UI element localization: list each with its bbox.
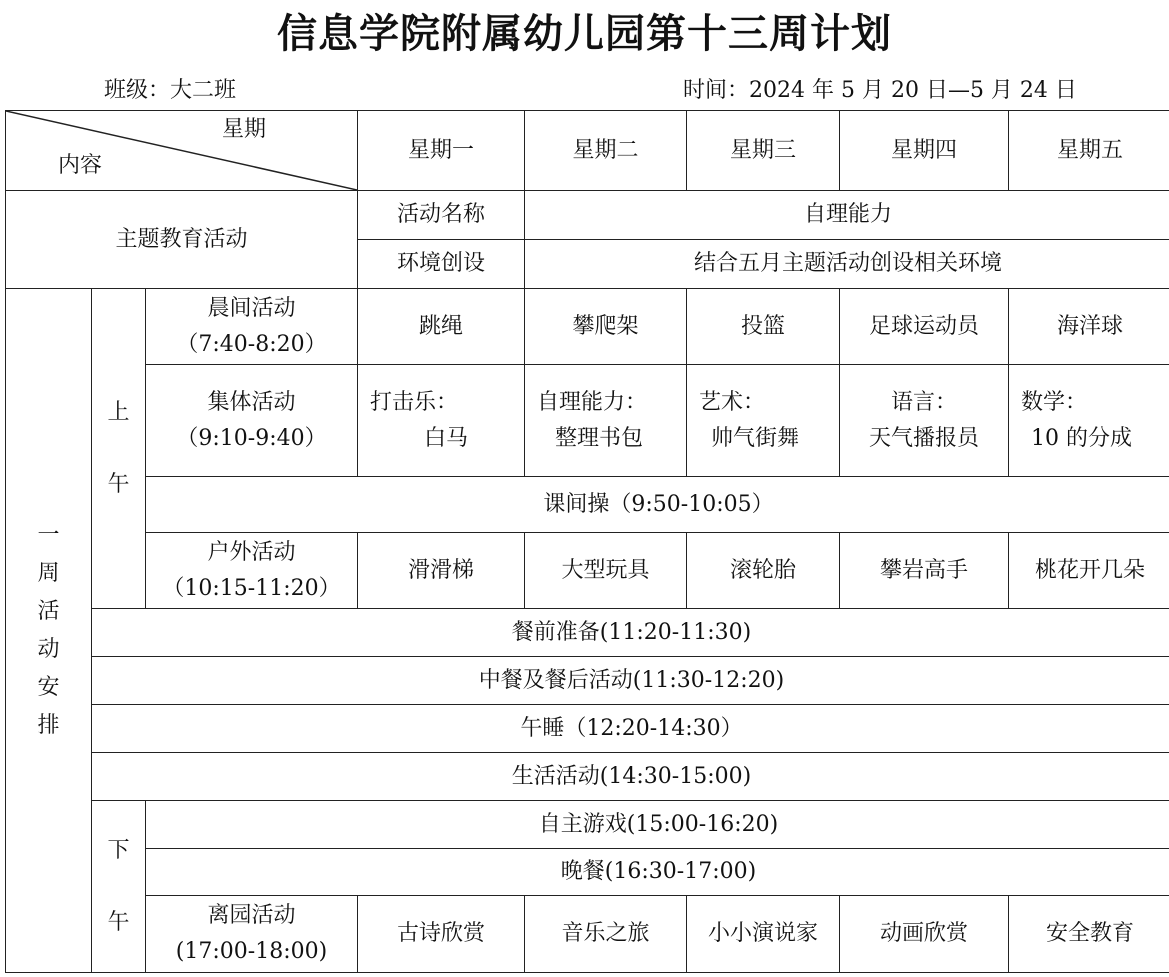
pre-meal-cell: 餐前准备(11:20-11:30)	[92, 609, 1169, 657]
morning-activity-item: 攀爬架	[525, 289, 687, 365]
dinner-cell: 晚餐(16:30-17:00)	[146, 849, 1169, 896]
group-activity-name: 集体活动 （9:10-9:40）	[146, 365, 358, 477]
weekly-arrangement-label: 一 周 活 动 安 排	[6, 289, 92, 973]
leaving-activity-item: 动画欣赏	[840, 896, 1009, 973]
lunch-cell: 中餐及餐后活动(11:30-12:20)	[92, 657, 1169, 705]
outdoor-activity-row	[6, 533, 1169, 609]
morning-activity-item: 海洋球	[1009, 289, 1169, 365]
dinner-row	[6, 849, 1169, 896]
outdoor-activity-item: 滚轮胎	[687, 533, 840, 609]
free-play-cell: 自主游戏(15:00-16:20)	[146, 801, 1169, 849]
nap-row	[6, 705, 1169, 753]
day-header: 星期一	[358, 111, 525, 191]
date-info: 时间：2024 年 5 月 20 日—5 月 24 日	[683, 78, 1077, 103]
outdoor-activity-item: 滑滑梯	[358, 533, 525, 609]
morning-activity-item: 跳绳	[358, 289, 525, 365]
morning-label: 上 午	[92, 289, 146, 609]
group-activity-item: 自理能力： 整理书包	[525, 365, 687, 477]
class-info: 班级：大二班	[104, 78, 237, 103]
leaving-activity-item: 安全教育	[1009, 896, 1169, 973]
content-header-label: 内容	[58, 153, 103, 178]
environment-value: 结合五月主题活动创设相关环境	[525, 240, 1169, 289]
group-activity-item: 打击乐： 白马	[358, 365, 525, 477]
day-header: 星期五	[1009, 111, 1169, 191]
leaving-activity-item: 小小演说家	[687, 896, 840, 973]
leaving-activity-row	[6, 896, 1169, 973]
outdoor-activity-item: 攀岩高手	[840, 533, 1009, 609]
weekly-plan-table	[5, 110, 1169, 973]
group-activity-row	[6, 365, 1169, 477]
environment-label: 环境创设	[358, 240, 525, 289]
morning-activity-name: 晨间活动 （7:40-8:20）	[146, 289, 358, 365]
activity-name-value: 自理能力	[525, 191, 1169, 240]
group-activity-item: 数学： 10 的分成	[1009, 365, 1169, 477]
day-header: 星期四	[840, 111, 1009, 191]
life-activity-row	[6, 753, 1169, 801]
life-activity-cell: 生活活动(14:30-15:00)	[92, 753, 1169, 801]
exercise-cell: 课间操（9:50-10:05）	[146, 477, 1169, 533]
free-play-row	[6, 801, 1169, 849]
activity-name-label: 活动名称	[358, 191, 525, 240]
day-header: 星期二	[525, 111, 687, 191]
afternoon-label: 下 午	[92, 801, 146, 973]
header-row	[6, 111, 1169, 191]
outdoor-activity-name: 户外活动 （10:15-11:20）	[146, 533, 358, 609]
nap-cell: 午睡（12:20-14:30）	[92, 705, 1169, 753]
morning-activity-item: 投篮	[687, 289, 840, 365]
group-activity-item: 语言： 天气播报员	[840, 365, 1009, 477]
week-header-label: 星期	[222, 117, 267, 142]
leaving-activity-item: 音乐之旅	[525, 896, 687, 973]
group-activity-item: 艺术： 帅气街舞	[687, 365, 840, 477]
pre-meal-row	[6, 609, 1169, 657]
page-title: 信息学院附属幼儿园第十三周计划	[277, 11, 892, 57]
theme-label: 主题教育活动	[6, 191, 358, 289]
morning-activity-row	[6, 289, 1169, 365]
theme-row-1	[6, 191, 1169, 240]
outdoor-activity-item: 桃花开几朵	[1009, 533, 1169, 609]
morning-activity-item: 足球运动员	[840, 289, 1009, 365]
day-header: 星期三	[687, 111, 840, 191]
outdoor-activity-item: 大型玩具	[525, 533, 687, 609]
lunch-row	[6, 657, 1169, 705]
header-diagonal-cell	[6, 111, 358, 191]
leaving-activity-item: 古诗欣赏	[358, 896, 525, 973]
exercise-row	[6, 477, 1169, 533]
leaving-activity-name: 离园活动 (17:00-18:00)	[146, 896, 358, 973]
